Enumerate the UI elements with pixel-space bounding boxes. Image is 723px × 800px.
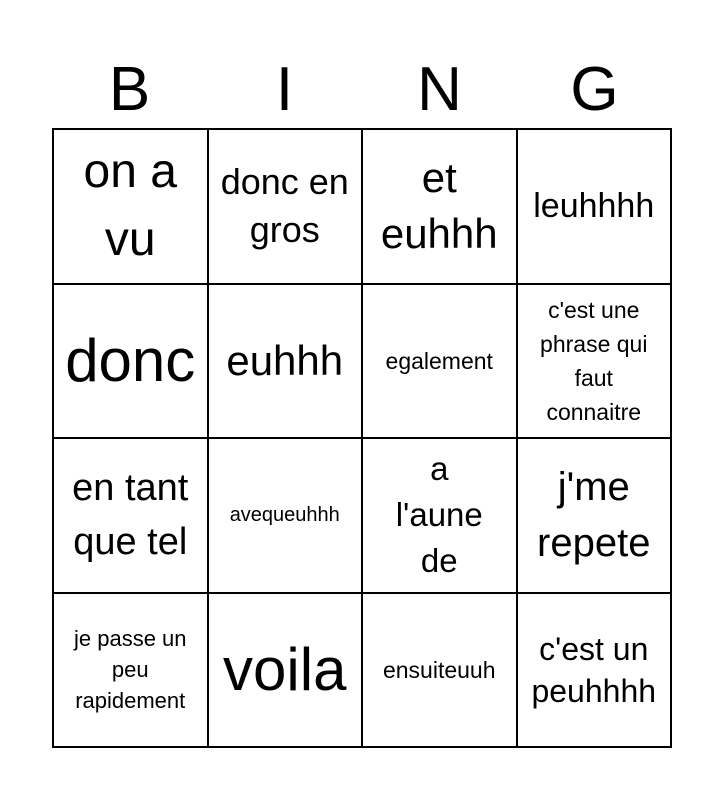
- cell-text: on a vu: [83, 145, 177, 267]
- bingo-cell[interactable]: [208, 593, 363, 748]
- cell-text: je passe un peu rapidement: [73, 626, 187, 714]
- cell-text: j'me repete: [537, 465, 651, 566]
- header-letter-b: B: [108, 55, 151, 124]
- bingo-cell[interactable]: [53, 129, 208, 284]
- bingo-cell[interactable]: [53, 284, 208, 439]
- bingo-grid: [52, 128, 672, 748]
- bingo-cell[interactable]: [517, 284, 672, 439]
- bingo-cell[interactable]: [362, 593, 517, 748]
- bingo-cell[interactable]: [517, 593, 672, 748]
- header-letter-n: N: [417, 55, 462, 124]
- cell-text: euhhh: [226, 336, 344, 384]
- bingo-cell[interactable]: [362, 284, 517, 439]
- bingo-header: [52, 52, 672, 128]
- cell-text: et euhhh: [380, 154, 498, 258]
- bingo-cell[interactable]: [208, 284, 363, 439]
- header-letter-i: I: [275, 55, 294, 124]
- bingo-cell[interactable]: [362, 438, 517, 593]
- bingo-cell[interactable]: [53, 438, 208, 593]
- cell-text: c'est un peuhhhh: [531, 630, 657, 709]
- cell-text: avequeuhhh: [229, 504, 340, 527]
- bingo-cell[interactable]: [362, 129, 517, 284]
- bingo-cell[interactable]: [208, 438, 363, 593]
- cell-text: c'est une phrase qui faut connaitre: [540, 296, 648, 425]
- cell-text: a l'aune de: [395, 450, 483, 580]
- cell-text: egalement: [385, 347, 493, 374]
- cell-text: ensuiteuuh: [382, 656, 496, 683]
- cell-text: donc: [65, 326, 196, 394]
- cell-text: voila: [223, 635, 347, 703]
- cell-text: leuhhhh: [533, 187, 655, 226]
- cell-text: en tant que tel: [72, 467, 189, 564]
- cell-text: donc en gros: [220, 161, 349, 251]
- header-letter-g: G: [570, 55, 619, 124]
- bingo-cell[interactable]: [53, 593, 208, 748]
- bingo-cell[interactable]: [517, 129, 672, 284]
- bingo-cell[interactable]: [517, 438, 672, 593]
- bingo-cell[interactable]: [208, 129, 363, 284]
